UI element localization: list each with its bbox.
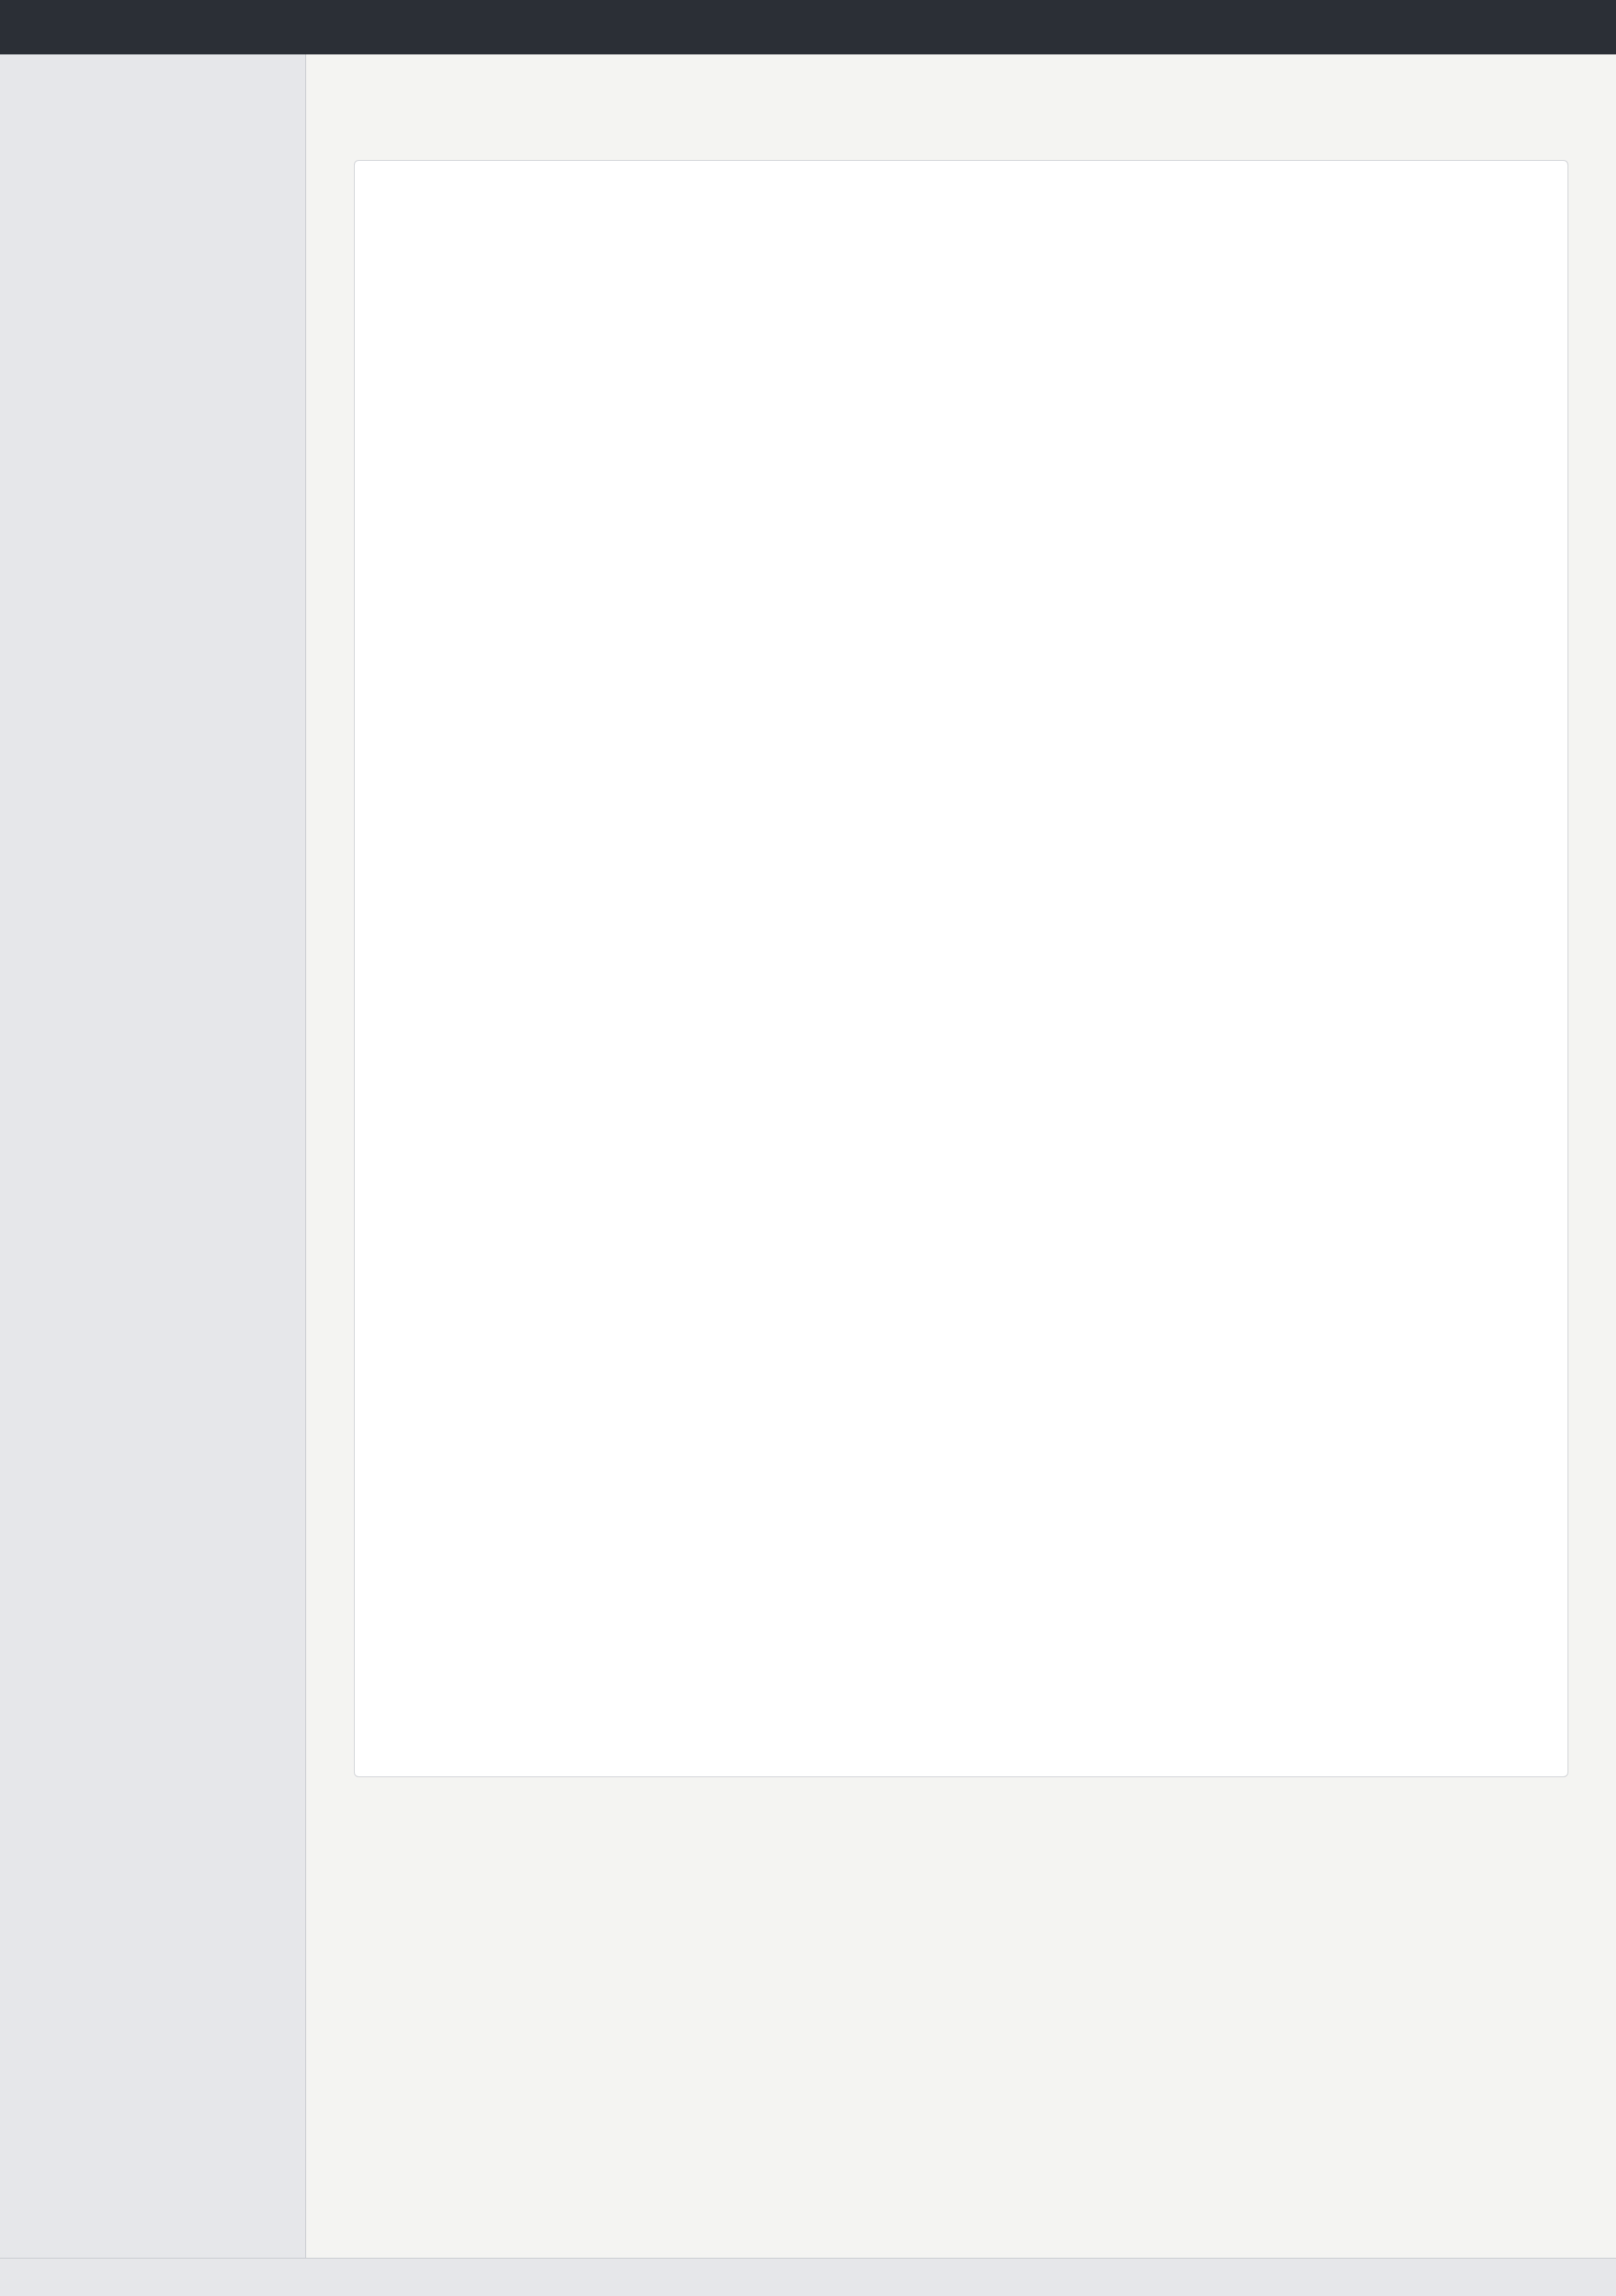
main-content — [306, 54, 1616, 2258]
window-body — [0, 54, 1616, 2258]
page-title — [354, 95, 1568, 136]
sidebar — [0, 54, 306, 2258]
content-panel — [354, 160, 1568, 1777]
status-bar — [0, 2258, 1616, 2296]
title-bar — [0, 0, 1616, 54]
